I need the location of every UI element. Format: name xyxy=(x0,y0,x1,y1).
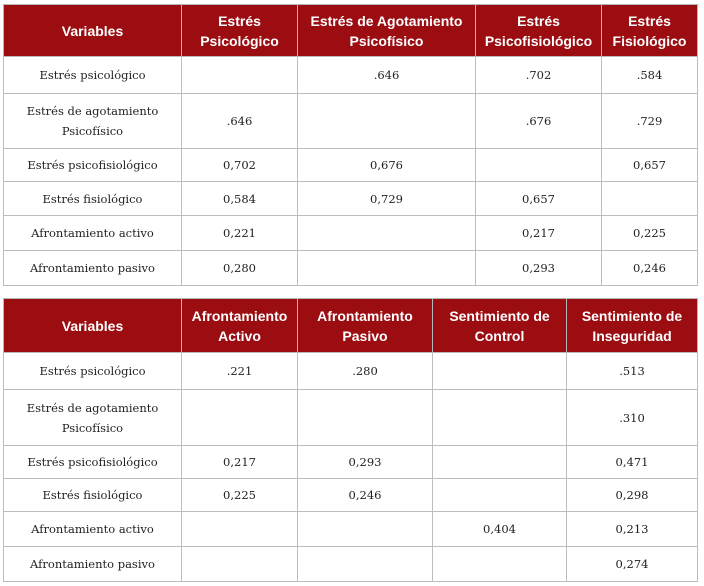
table-cell xyxy=(298,547,433,582)
table-row xyxy=(4,149,698,182)
table-cell: 0,471 xyxy=(567,446,698,479)
table-cell xyxy=(298,251,476,286)
table-row xyxy=(4,479,698,512)
row-label: Estrés psicofisiológico xyxy=(4,149,182,182)
row-label: Afrontamiento activo xyxy=(4,512,182,547)
table-cell: 0,298 xyxy=(567,479,698,512)
table-cell: .646 xyxy=(182,94,298,149)
table-row xyxy=(4,353,698,390)
correlation-table-1 xyxy=(3,4,698,286)
table-cell: 0,217 xyxy=(182,446,298,479)
table-row xyxy=(4,216,698,251)
table-cell: 0,225 xyxy=(602,216,698,251)
table-cell: .729 xyxy=(602,94,698,149)
header-estres-agotamiento: Estrés de Agotamiento Psicofísico xyxy=(298,5,476,57)
row-label: Estrés de agotamiento Psicofísico xyxy=(4,94,182,149)
table-cell: .513 xyxy=(567,353,698,390)
table-cell xyxy=(298,94,476,149)
header-variables: Variables xyxy=(4,5,182,57)
table-row xyxy=(4,182,698,216)
table-cell: 0,221 xyxy=(182,216,298,251)
header-variables: Variables xyxy=(4,299,182,353)
table-row xyxy=(4,446,698,479)
table-cell xyxy=(602,182,698,216)
header-afrontamiento-pasivo: Afrontamiento Pasivo xyxy=(298,299,433,353)
table-cell xyxy=(433,446,567,479)
table-cell xyxy=(476,149,602,182)
header-row xyxy=(4,5,698,57)
table-cell: .221 xyxy=(182,353,298,390)
table-cell: 0,246 xyxy=(602,251,698,286)
row-label: Estrés psicológico xyxy=(4,57,182,94)
table-cell xyxy=(182,512,298,547)
table-cell: 0,225 xyxy=(182,479,298,512)
table-cell: .310 xyxy=(567,390,698,446)
header-afrontamiento-activo: Afrontamiento Activo xyxy=(182,299,298,353)
table-cell xyxy=(298,512,433,547)
table-row xyxy=(4,512,698,547)
correlation-table-2 xyxy=(3,298,698,582)
table-cell: 0,213 xyxy=(567,512,698,547)
table-cell: 0,274 xyxy=(567,547,698,582)
table-cell: 0,729 xyxy=(298,182,476,216)
table-cell xyxy=(182,57,298,94)
table-cell: .584 xyxy=(602,57,698,94)
table-row xyxy=(4,251,698,286)
table-cell: 0,293 xyxy=(298,446,433,479)
table-cell: .646 xyxy=(298,57,476,94)
table-cell: 0,584 xyxy=(182,182,298,216)
row-label: Afrontamiento activo xyxy=(4,216,182,251)
row-label: Estrés psicológico xyxy=(4,353,182,390)
table-cell xyxy=(433,390,567,446)
table-cell xyxy=(298,390,433,446)
table-cell: 0,676 xyxy=(298,149,476,182)
row-label: Afrontamiento pasivo xyxy=(4,547,182,582)
table-cell: .702 xyxy=(476,57,602,94)
table-cell xyxy=(182,390,298,446)
table-cell xyxy=(433,479,567,512)
table-cell: 0,404 xyxy=(433,512,567,547)
row-label: Afrontamiento pasivo xyxy=(4,251,182,286)
table-row xyxy=(4,57,698,94)
header-estres-psicologico: Estrés Psicológico xyxy=(182,5,298,57)
row-label: Estrés fisiológico xyxy=(4,182,182,216)
table-cell xyxy=(433,547,567,582)
header-estres-psicofisiologico: Estrés Psicofisiológico xyxy=(476,5,602,57)
table-cell: .676 xyxy=(476,94,602,149)
table-cell xyxy=(182,547,298,582)
table-cell: .280 xyxy=(298,353,433,390)
header-sentimiento-control: Sentimiento de Control xyxy=(433,299,567,353)
table-cell: 0,293 xyxy=(476,251,602,286)
table-cell: 0,246 xyxy=(298,479,433,512)
table-row xyxy=(4,547,698,582)
table-row xyxy=(4,94,698,149)
table-cell: 0,657 xyxy=(476,182,602,216)
row-label: Estrés fisiológico xyxy=(4,479,182,512)
row-label: Estrés de agotamiento Psicofísico xyxy=(4,390,182,446)
table-cell xyxy=(298,216,476,251)
header-sentimiento-inseguridad: Sentimiento de Inseguridad xyxy=(567,299,698,353)
table-cell: 0,702 xyxy=(182,149,298,182)
header-estres-fisiologico: Estrés Fisiológico xyxy=(602,5,698,57)
table-row xyxy=(4,390,698,446)
table-cell: 0,657 xyxy=(602,149,698,182)
table-cell: 0,280 xyxy=(182,251,298,286)
header-row xyxy=(4,299,698,353)
table-cell: 0,217 xyxy=(476,216,602,251)
table-cell xyxy=(433,353,567,390)
row-label: Estrés psicofisiológico xyxy=(4,446,182,479)
